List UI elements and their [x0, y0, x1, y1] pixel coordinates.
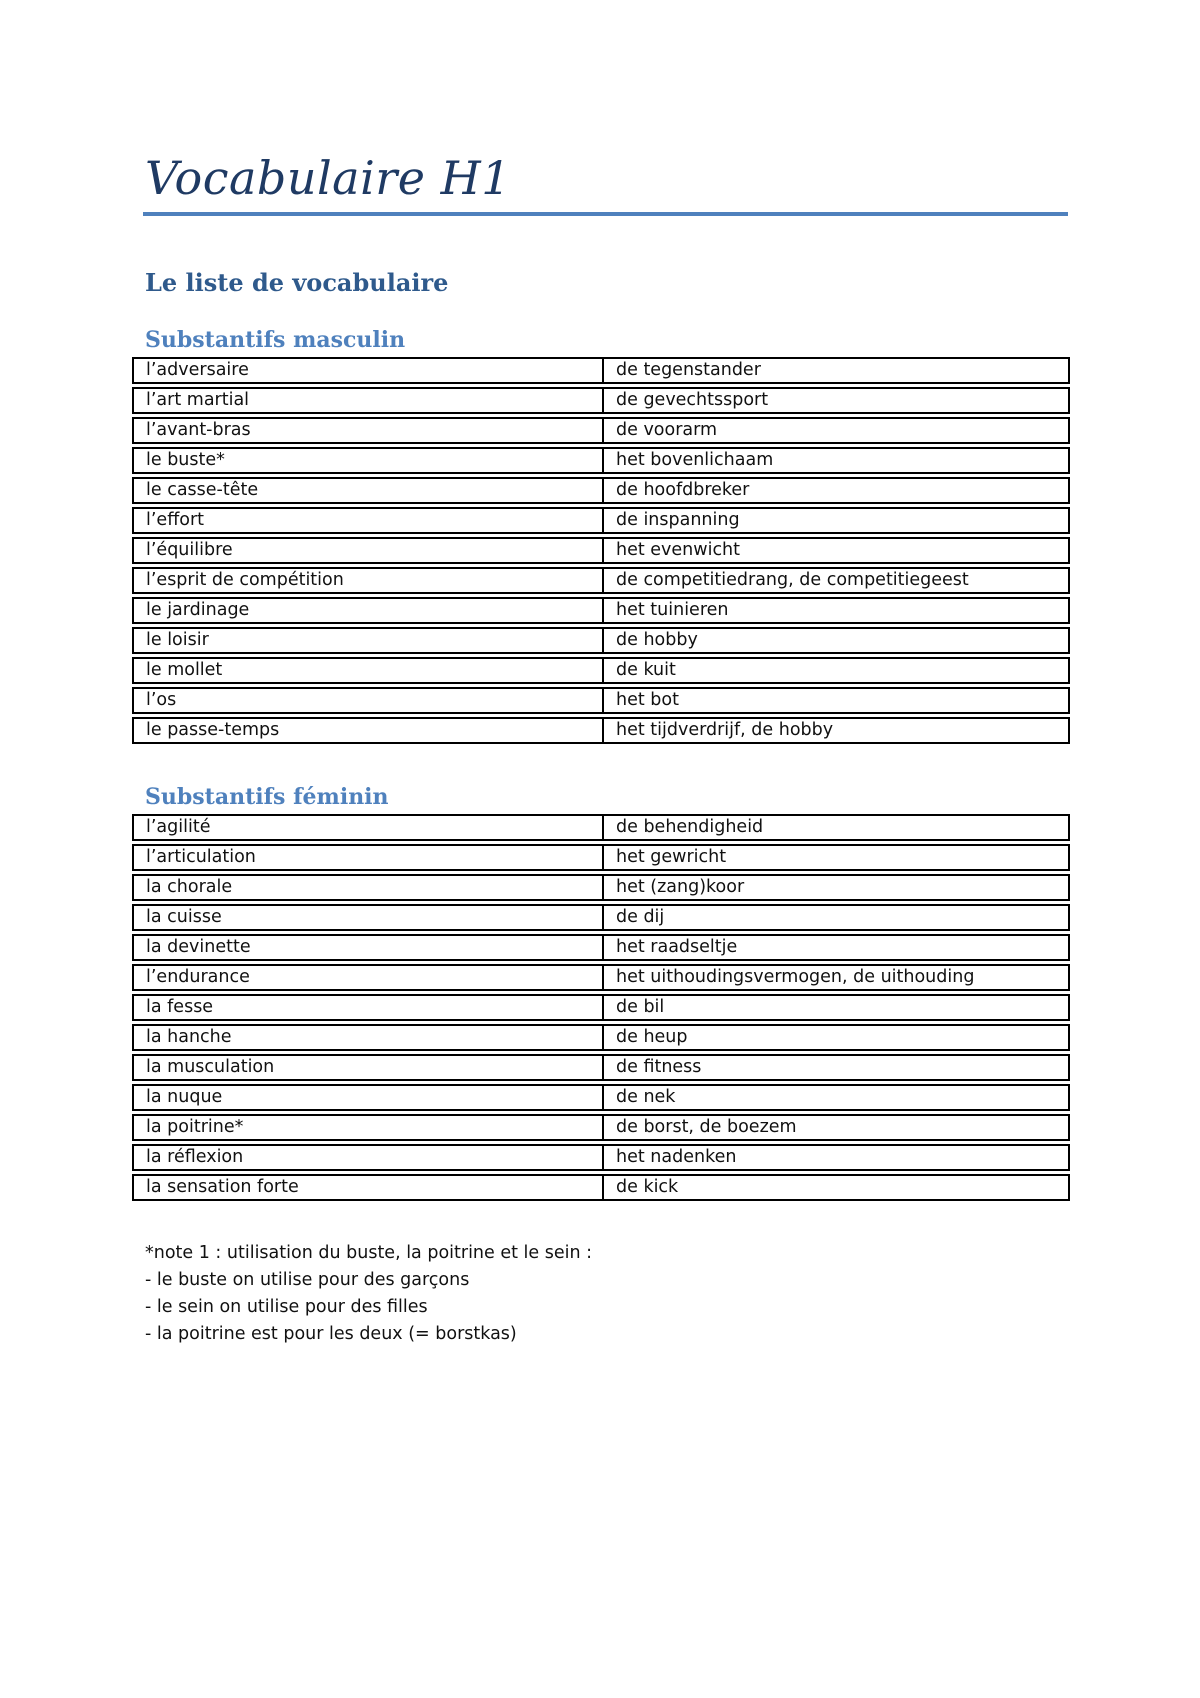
dutch-translation: de hoofdbreker	[604, 477, 1070, 504]
french-term: la cuisse	[132, 904, 604, 931]
french-term: l’adversaire	[132, 357, 604, 384]
french-term: le jardinage	[132, 597, 604, 624]
title-underline	[143, 212, 1068, 216]
table-row	[132, 477, 1070, 504]
french-term: l’effort	[132, 507, 604, 534]
table-row	[132, 1084, 1070, 1111]
table-row	[132, 537, 1070, 564]
table-row	[132, 934, 1070, 961]
table-row	[132, 507, 1070, 534]
feminin-vocab-table	[132, 811, 1070, 1204]
french-term: l’équilibre	[132, 537, 604, 564]
french-term: l’avant-bras	[132, 417, 604, 444]
dutch-translation: het raadseltje	[604, 934, 1070, 961]
dutch-translation: de competitiedrang, de competitiegeest	[604, 567, 1070, 594]
table-row	[132, 387, 1070, 414]
table-row	[132, 1114, 1070, 1141]
dutch-translation: de heup	[604, 1024, 1070, 1051]
page-title: Vocabulaire H1	[145, 151, 512, 205]
table-row	[132, 1144, 1070, 1171]
table-row	[132, 1174, 1070, 1201]
french-term: le buste*	[132, 447, 604, 474]
dutch-translation: het evenwicht	[604, 537, 1070, 564]
french-term: l’art martial	[132, 387, 604, 414]
table-row	[132, 1054, 1070, 1081]
dutch-translation: het nadenken	[604, 1144, 1070, 1171]
french-term: la hanche	[132, 1024, 604, 1051]
french-term: l’endurance	[132, 964, 604, 991]
dutch-translation: de behendigheid	[604, 814, 1070, 841]
footnote-line: - le sein on utilise pour des filles	[145, 1297, 428, 1317]
table-row	[132, 567, 1070, 594]
table-row	[132, 994, 1070, 1021]
french-term: la réflexion	[132, 1144, 604, 1171]
french-term: la musculation	[132, 1054, 604, 1081]
french-term: l’esprit de compétition	[132, 567, 604, 594]
table-row	[132, 904, 1070, 931]
dutch-translation: de kick	[604, 1174, 1070, 1201]
table-row	[132, 717, 1070, 744]
dutch-translation: de tegenstander	[604, 357, 1070, 384]
dutch-translation: de voorarm	[604, 417, 1070, 444]
dutch-translation: het tijdverdrijf, de hobby	[604, 717, 1070, 744]
french-term: l’articulation	[132, 844, 604, 871]
dutch-translation: het uithoudingsvermogen, de uithouding	[604, 964, 1070, 991]
table-row	[132, 1024, 1070, 1051]
feminin-heading: Substantifs féminin	[145, 784, 389, 810]
table-row	[132, 657, 1070, 684]
footnote-line: - le buste on utilise pour des garçons	[145, 1270, 470, 1290]
table-row	[132, 417, 1070, 444]
masculin-heading: Substantifs masculin	[145, 327, 406, 353]
french-term: la sensation forte	[132, 1174, 604, 1201]
french-term: la devinette	[132, 934, 604, 961]
dutch-translation: de gevechtssport	[604, 387, 1070, 414]
french-term: le casse-tête	[132, 477, 604, 504]
table-row	[132, 814, 1070, 841]
table-row	[132, 447, 1070, 474]
table-row	[132, 627, 1070, 654]
table-row	[132, 874, 1070, 901]
french-term: l’os	[132, 687, 604, 714]
footnote-line: - la poitrine est pour les deux (= borstkas)	[145, 1324, 517, 1344]
table-row	[132, 964, 1070, 991]
table-row	[132, 597, 1070, 624]
french-term: le mollet	[132, 657, 604, 684]
french-term: le loisir	[132, 627, 604, 654]
dutch-translation: de bil	[604, 994, 1070, 1021]
footnote	[145, 1240, 1045, 1348]
french-term: la chorale	[132, 874, 604, 901]
section-heading: Le liste de vocabulaire	[145, 268, 449, 297]
dutch-translation: het gewricht	[604, 844, 1070, 871]
dutch-translation: de borst, de boezem	[604, 1114, 1070, 1141]
french-term: la poitrine*	[132, 1114, 604, 1141]
dutch-translation: de kuit	[604, 657, 1070, 684]
table-row	[132, 687, 1070, 714]
dutch-translation: de dij	[604, 904, 1070, 931]
footnote-line: *note 1 : utilisation du buste, la poitrine et le sein :	[145, 1243, 593, 1263]
dutch-translation: de hobby	[604, 627, 1070, 654]
french-term: le passe-temps	[132, 717, 604, 744]
dutch-translation: het bot	[604, 687, 1070, 714]
french-term: la fesse	[132, 994, 604, 1021]
dutch-translation: de inspanning	[604, 507, 1070, 534]
table-row	[132, 844, 1070, 871]
french-term: l’agilité	[132, 814, 604, 841]
dutch-translation: het tuinieren	[604, 597, 1070, 624]
dutch-translation: de nek	[604, 1084, 1070, 1111]
masculin-vocab-table	[132, 354, 1070, 747]
dutch-translation: de fitness	[604, 1054, 1070, 1081]
table-row	[132, 357, 1070, 384]
dutch-translation: het (zang)koor	[604, 874, 1070, 901]
dutch-translation: het bovenlichaam	[604, 447, 1070, 474]
french-term: la nuque	[132, 1084, 604, 1111]
